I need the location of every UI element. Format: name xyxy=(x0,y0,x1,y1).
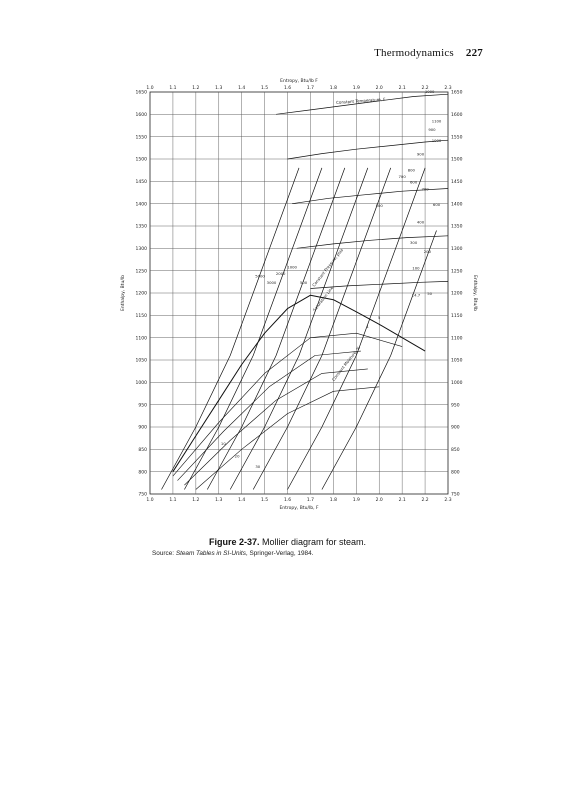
constant-pressure-line xyxy=(184,168,322,490)
x-tick-label-top: 1.3 xyxy=(215,86,223,91)
y-tick-label-right: 1600 xyxy=(451,112,463,118)
y-tick-label-left: 1200 xyxy=(135,291,147,297)
x-tick-label-top: 2.1 xyxy=(398,86,406,91)
x-tick-label-top: 1.8 xyxy=(329,86,337,91)
curve-label: 1100 xyxy=(431,118,442,124)
constant-pressure-line xyxy=(253,168,391,490)
x-tick-label-top: 1.1 xyxy=(169,86,177,91)
curve-label: 1000 xyxy=(431,138,442,144)
curve-label: 2000 xyxy=(275,271,286,277)
x-tick-label-top: 1.7 xyxy=(306,86,315,91)
y-tick-label-right: 1250 xyxy=(451,269,463,275)
x-tick-label-bottom: 1.6 xyxy=(283,498,292,503)
y-tick-label-right: 950 xyxy=(451,403,460,409)
y-tick-label-right: 1050 xyxy=(451,358,463,364)
x-tick-label-bottom: 1.0 xyxy=(146,498,154,503)
x-tick-label-bottom: 1.5 xyxy=(261,498,269,503)
y-tick-label-right: 1200 xyxy=(451,291,463,297)
y-tick-label-right: 1300 xyxy=(451,246,463,252)
y-axis-label-left: Enthalpy, Btu/lb xyxy=(121,274,126,312)
curve-label: 500 xyxy=(299,280,308,286)
x-tick-label-bottom: 2.0 xyxy=(375,498,383,503)
curve-labels xyxy=(221,89,442,469)
y-tick-label-left: 1300 xyxy=(135,246,147,252)
curve-label: 200 xyxy=(423,248,431,254)
y-axis-label-right: Enthalpy, Btu/lb xyxy=(472,274,477,312)
constant-pressure-line xyxy=(162,168,300,490)
page-number: 227 xyxy=(465,47,483,59)
y-tick-label-left: 900 xyxy=(138,425,147,431)
x-tick-label-top: 1.0 xyxy=(146,86,154,91)
curve-label: Saturation Line xyxy=(311,285,335,313)
y-tick-label-right: 1500 xyxy=(451,157,463,163)
curve-label: 3000 xyxy=(266,280,277,286)
curves xyxy=(162,94,449,489)
x-tick-label-bottom: 1.8 xyxy=(329,498,337,503)
curve-label: 400 xyxy=(416,219,425,225)
y-tick-label-left: 1550 xyxy=(135,135,147,141)
y-tick-label-left: 1500 xyxy=(135,157,147,163)
y-tick-label-right: 1450 xyxy=(451,179,463,185)
curve-label: 100 xyxy=(412,265,420,271)
curve-label: 1 xyxy=(366,323,369,329)
curve-label: 50 xyxy=(427,291,433,297)
curve-label: 500 xyxy=(375,203,383,209)
curve-label: 800 xyxy=(407,167,415,173)
x-tick-label-top: 1.9 xyxy=(352,86,360,91)
y-tick-label-right: 850 xyxy=(451,447,460,453)
y-tick-label-left: 1000 xyxy=(135,380,147,386)
x-tick-label-bottom: 1.7 xyxy=(306,498,315,503)
x-tick-label-top: 2.0 xyxy=(375,86,383,91)
y-tick-label-right: 1000 xyxy=(451,380,463,386)
y-tick-label-right: 1650 xyxy=(451,90,463,96)
source-label: Source: xyxy=(152,550,175,557)
y-tick-label-left: 1650 xyxy=(135,90,147,96)
curve-label: 30 xyxy=(255,464,261,470)
curve-label: 700 xyxy=(398,173,406,179)
x-tick-label-top: 1.2 xyxy=(192,86,200,91)
curve-label: 5 xyxy=(378,314,381,320)
source-title: Steam Tables in SI-Units xyxy=(175,550,246,557)
curve-label: 10 xyxy=(220,440,226,446)
y-tick-label-right: 800 xyxy=(451,470,460,476)
x-tick-label-bottom: 2.2 xyxy=(421,498,429,503)
x-tick-label-bottom: 1.2 xyxy=(192,498,200,503)
source-rest: , Springer-Verlag, 1984. xyxy=(245,550,314,557)
x-tick-label-bottom: 1.9 xyxy=(352,498,360,503)
y-tick-label-left: 1400 xyxy=(135,202,147,208)
curve-label: 14.7 xyxy=(411,292,421,298)
x-tick-label-bottom: 1.3 xyxy=(215,498,223,503)
x-tick-label-top: 1.5 xyxy=(261,86,269,91)
y-tick-label-left: 1350 xyxy=(135,224,147,230)
running-head-title: Thermodynamics xyxy=(374,47,454,59)
y-tick-label-right: 900 xyxy=(451,425,460,431)
curve-label: 600 xyxy=(432,201,441,207)
curve-label: 1000 xyxy=(287,264,297,270)
curve-label: 1000 xyxy=(424,88,435,94)
constant-pressure-line xyxy=(207,168,344,490)
y-tick-label-right: 1350 xyxy=(451,224,463,230)
curve-label: 700 xyxy=(421,186,429,192)
curve-label: 900 xyxy=(416,151,425,157)
curve-label: 600 xyxy=(409,179,418,185)
curve-label: 5000 xyxy=(255,273,265,279)
y-tick-label-left: 850 xyxy=(138,447,147,453)
y-tick-label-left: 800 xyxy=(138,470,147,476)
y-tick-label-right: 1150 xyxy=(451,313,463,319)
y-tick-label-left: 1100 xyxy=(135,336,147,342)
y-tick-label-right: 1400 xyxy=(451,202,463,208)
x-axis-label-top: Entropy, Btu/lb F xyxy=(280,79,318,84)
y-tick-label-left: 1600 xyxy=(135,112,147,118)
figure-caption xyxy=(0,537,575,547)
x-tick-label-top: 1.6 xyxy=(283,86,292,91)
x-tick-label-top: 2.2 xyxy=(421,86,429,91)
x-tick-label-bottom: 2.3 xyxy=(444,498,452,503)
figure-caption-text: Mollier diagram for steam. xyxy=(261,537,367,547)
curve-label: Constant Pressure, psia xyxy=(311,247,345,288)
curve-label: 300 xyxy=(409,239,418,245)
x-tick-label-top: 2.3 xyxy=(444,86,452,91)
y-tick-label-right: 1550 xyxy=(451,135,463,141)
y-tick-label-left: 1150 xyxy=(135,313,147,319)
y-tick-label-right: 750 xyxy=(451,492,460,498)
y-tick-label-left: 1050 xyxy=(135,358,147,364)
curve-label: 900 xyxy=(428,126,436,132)
y-tick-label-left: 750 xyxy=(138,492,147,498)
y-tick-label-left: 1250 xyxy=(135,269,147,275)
x-tick-label-top: 1.4 xyxy=(238,86,246,91)
x-tick-label-bottom: 1.1 xyxy=(169,498,177,503)
y-tick-label-left: 950 xyxy=(138,403,147,409)
curve-label: Constant Temperature, F xyxy=(335,96,386,105)
figure-source xyxy=(152,550,313,557)
curve-label: 20 xyxy=(234,453,240,459)
x-tick-label-bottom: 1.4 xyxy=(238,498,246,503)
constant-pressure-line xyxy=(230,168,368,490)
curve-label: Constant Moisture, % xyxy=(330,345,362,382)
x-axis-label-bottom: Entropy, Btu/lb, F xyxy=(279,506,319,511)
y-tick-label-left: 1450 xyxy=(135,179,147,185)
x-tick-label-bottom: 2.1 xyxy=(398,498,406,503)
y-tick-label-right: 1100 xyxy=(451,336,463,342)
figure-number: Figure 2-37. xyxy=(208,537,260,547)
